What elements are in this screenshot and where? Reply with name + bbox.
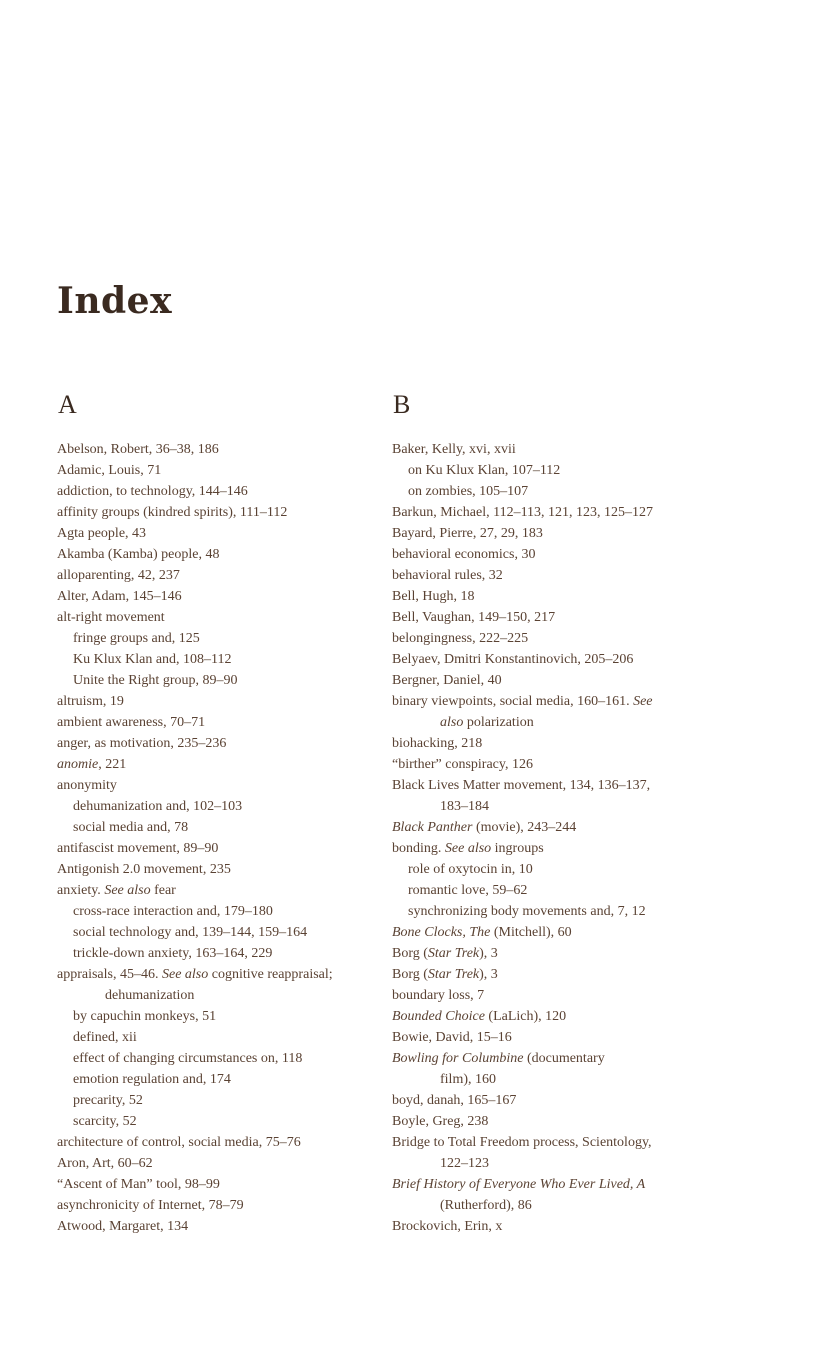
entry-text: precarity, 52 <box>73 1093 143 1108</box>
index-entry <box>392 943 714 964</box>
entry-text: (LaLich), 120 <box>484 1009 567 1024</box>
entry-text: effect of changing circumstances on, 118 <box>73 1051 303 1066</box>
entry-italic: See also <box>444 841 492 856</box>
entry-italic: Bowling for Columbine <box>392 1051 524 1066</box>
entry-text: ambient awareness, 70–71 <box>57 715 206 730</box>
index-entry <box>392 1027 714 1048</box>
entry-text: Brockovich, Erin, x <box>392 1219 503 1234</box>
entry-prefix: Borg ( <box>392 967 428 982</box>
index-entry <box>392 1216 714 1237</box>
index-entry <box>57 1174 377 1195</box>
entry-text: cognitive reappraisal; <box>208 967 333 982</box>
index-entry <box>392 439 714 460</box>
entry-text: Bell, Hugh, 18 <box>392 589 475 604</box>
entry-text: behavioral rules, 32 <box>392 568 503 583</box>
index-entry <box>57 1111 377 1132</box>
entry-text: by capuchin monkeys, 51 <box>73 1009 217 1024</box>
index-entry <box>57 901 377 922</box>
entry-prefix: anxiety. <box>57 883 105 898</box>
index-entry <box>392 481 714 502</box>
entry-list-a <box>57 439 377 1237</box>
entry-text: emotion regulation and, 174 <box>73 1072 231 1087</box>
entry-italic: See <box>633 694 653 709</box>
index-entry <box>57 1069 377 1090</box>
entry-italic: Star Trek <box>427 967 480 982</box>
index-entry <box>57 691 377 712</box>
index-entry <box>392 733 714 754</box>
index-entry <box>392 817 714 838</box>
index-entry <box>392 880 714 901</box>
entry-italic: Bone Clocks, The <box>392 925 491 940</box>
entry-text: architecture of control, social media, 75–76 <box>57 1135 301 1150</box>
index-entry <box>57 1006 377 1027</box>
index-entry <box>57 481 377 502</box>
entry-text: Adamic, Louis, 71 <box>57 463 162 478</box>
entry-text: (movie), 243–244 <box>472 820 577 835</box>
index-entry <box>392 775 714 796</box>
index-entry <box>57 880 377 901</box>
index-entry <box>392 1090 714 1111</box>
index-entry <box>392 565 714 586</box>
entry-text: Bowie, David, 15–16 <box>392 1030 512 1045</box>
index-entry <box>57 670 377 691</box>
index-entry <box>392 523 714 544</box>
index-entry <box>392 1111 714 1132</box>
index-entry <box>392 670 714 691</box>
entry-italic: Bounded Choice <box>392 1009 485 1024</box>
entry-text: Atwood, Margaret, 134 <box>57 1219 189 1234</box>
index-entry <box>57 628 377 649</box>
index-entry <box>57 1027 377 1048</box>
entry-text: Bergner, Daniel, 40 <box>392 673 502 688</box>
index-entry <box>392 1006 714 1027</box>
entry-text: biohacking, 218 <box>392 736 483 751</box>
entry-text: anger, as motivation, 235–236 <box>57 736 227 751</box>
entry-text: boundary loss, 7 <box>392 988 485 1003</box>
index-entry <box>57 1216 377 1237</box>
entry-text: (Rutherford), 86 <box>440 1198 532 1213</box>
index-entry <box>57 1195 377 1216</box>
entry-text: antifascist movement, 89–90 <box>57 841 219 856</box>
entry-text: ingroups <box>491 841 544 856</box>
index-entry <box>392 1174 714 1195</box>
index-entry <box>57 1153 377 1174</box>
entry-text: Bayard, Pierre, 27, 29, 183 <box>392 526 543 541</box>
entry-text: fear <box>150 883 176 898</box>
index-entry <box>57 964 377 985</box>
entry-text: polarization <box>463 715 534 730</box>
entry-text: Aron, Art, 60–62 <box>57 1156 153 1171</box>
entry-italic: Brief History of Everyone Who Ever Lived, A <box>392 1177 646 1192</box>
entry-text: 122–123 <box>440 1156 489 1171</box>
entry-italic: Star Trek <box>427 946 480 961</box>
entry-text: Black Lives Matter movement, 134, 136–137, <box>392 778 651 793</box>
index-entry <box>392 1153 714 1174</box>
entry-text: boyd, danah, 165–167 <box>392 1093 517 1108</box>
entry-text: altruism, 19 <box>57 694 124 709</box>
entry-text: trickle-down anxiety, 163–164, 229 <box>73 946 273 961</box>
index-entry <box>392 607 714 628</box>
entry-text: Boyle, Greg, 238 <box>392 1114 489 1129</box>
entry-prefix: appraisals, 45–46. <box>57 967 162 982</box>
entry-text: behavioral economics, 30 <box>392 547 536 562</box>
entry-text: role of oxytocin in, 10 <box>408 862 533 877</box>
entry-text: asynchronicity of Internet, 78–79 <box>57 1198 244 1213</box>
entry-text: Abelson, Robert, 36–38, 186 <box>57 442 219 457</box>
index-entry <box>57 544 377 565</box>
index-entry <box>57 1132 377 1153</box>
entry-text: 183–184 <box>440 799 489 814</box>
entry-text: Unite the Right group, 89–90 <box>73 673 238 688</box>
entry-text: belongingness, 222–225 <box>392 631 529 646</box>
index-entry <box>57 796 377 817</box>
index-entry <box>392 1069 714 1090</box>
index-entry <box>57 817 377 838</box>
index-entry <box>392 985 714 1006</box>
entry-text: cross-race interaction and, 179–180 <box>73 904 273 919</box>
entry-text: (Mitchell), 60 <box>490 925 572 940</box>
index-entry <box>392 586 714 607</box>
index-entry <box>57 712 377 733</box>
entry-text: “birther” conspiracy, 126 <box>392 757 533 772</box>
entry-text: Belyaev, Dmitri Konstantinovich, 205–206 <box>392 652 634 667</box>
page-title: Index <box>57 280 173 322</box>
index-entry <box>57 985 377 1006</box>
index-entry <box>57 460 377 481</box>
entry-italic: See also <box>161 967 209 982</box>
entry-text: Akamba (Kamba) people, 48 <box>57 547 220 562</box>
entry-text: defined, xii <box>73 1030 137 1045</box>
entry-text: anonymity <box>57 778 117 793</box>
entry-text: ), 3 <box>479 946 498 961</box>
entry-text: on zombies, 105–107 <box>408 484 529 499</box>
section-letter-b: B <box>393 390 411 419</box>
index-entry <box>57 859 377 880</box>
entry-text: synchronizing body movements and, 7, 12 <box>408 904 646 919</box>
entry-text: dehumanization <box>105 988 195 1003</box>
entry-italic: Black Panther <box>392 820 473 835</box>
entry-text: film), 160 <box>440 1072 496 1087</box>
entry-text: addiction, to technology, 144–146 <box>57 484 248 499</box>
entry-prefix: Borg ( <box>392 946 428 961</box>
index-entry <box>57 649 377 670</box>
entry-text: Bell, Vaughan, 149–150, 217 <box>392 610 556 625</box>
entry-text: , 221 <box>98 757 127 772</box>
index-entry <box>392 649 714 670</box>
index-column-a <box>57 392 377 1237</box>
index-entry <box>57 733 377 754</box>
entry-text: romantic love, 59–62 <box>408 883 528 898</box>
entry-text: “Ascent of Man” tool, 98–99 <box>57 1177 220 1192</box>
index-entry <box>57 754 377 775</box>
entry-text: Ku Klux Klan and, 108–112 <box>73 652 232 667</box>
entry-text: on Ku Klux Klan, 107–112 <box>408 463 561 478</box>
index-entry <box>392 502 714 523</box>
index-entry <box>57 838 377 859</box>
entry-text: Alter, Adam, 145–146 <box>57 589 182 604</box>
entry-text: social media and, 78 <box>73 820 189 835</box>
index-entry <box>392 460 714 481</box>
entry-text: ), 3 <box>479 967 498 982</box>
index-entry <box>57 607 377 628</box>
index-entry <box>392 1048 714 1069</box>
entry-text: Baker, Kelly, xvi, xvii <box>392 442 516 457</box>
index-entry <box>392 901 714 922</box>
index-entry <box>57 523 377 544</box>
entry-text: Bridge to Total Freedom process, Scientology, <box>392 1135 652 1150</box>
index-entry <box>57 1048 377 1069</box>
index-entry <box>57 922 377 943</box>
entry-text: alt-right movement <box>57 610 165 625</box>
entry-text: Antigonish 2.0 movement, 235 <box>57 862 231 877</box>
entry-text: fringe groups and, 125 <box>73 631 200 646</box>
index-entry <box>392 859 714 880</box>
index-entry <box>392 628 714 649</box>
index-entry <box>392 964 714 985</box>
index-entry <box>57 502 377 523</box>
index-entry <box>392 838 714 859</box>
index-entry <box>57 565 377 586</box>
section-letter-a: A <box>58 390 77 419</box>
entry-text: affinity groups (kindred spirits), 111–112 <box>57 505 288 520</box>
entry-text: Agta people, 43 <box>57 526 147 541</box>
index-entry <box>57 1090 377 1111</box>
index-entry <box>392 712 714 733</box>
index-entry <box>392 1132 714 1153</box>
index-entry <box>392 691 714 712</box>
index-entry <box>392 1195 714 1216</box>
entry-italic: anomie <box>57 757 99 772</box>
entry-text: Barkun, Michael, 112–113, 121, 123, 125–127 <box>392 505 654 520</box>
index-entry <box>392 754 714 775</box>
entry-text: scarcity, 52 <box>73 1114 137 1129</box>
index-entry <box>57 943 377 964</box>
entry-prefix: bonding. <box>392 841 445 856</box>
entry-italic: also <box>440 715 464 730</box>
index-entry <box>392 922 714 943</box>
entry-list-b <box>392 439 714 1237</box>
entry-prefix: binary viewpoints, social media, 160–161. <box>392 694 634 709</box>
index-entry <box>392 544 714 565</box>
index-entry <box>392 796 714 817</box>
entry-text: (documentary <box>523 1051 605 1066</box>
entry-text: dehumanization and, 102–103 <box>73 799 243 814</box>
entry-text: alloparenting, 42, 237 <box>57 568 180 583</box>
entry-italic: See also <box>104 883 151 898</box>
entry-text: social technology and, 139–144, 159–164 <box>73 925 308 940</box>
index-entry <box>57 439 377 460</box>
index-entry <box>57 586 377 607</box>
index-entry <box>57 775 377 796</box>
index-column-b <box>392 392 714 1237</box>
